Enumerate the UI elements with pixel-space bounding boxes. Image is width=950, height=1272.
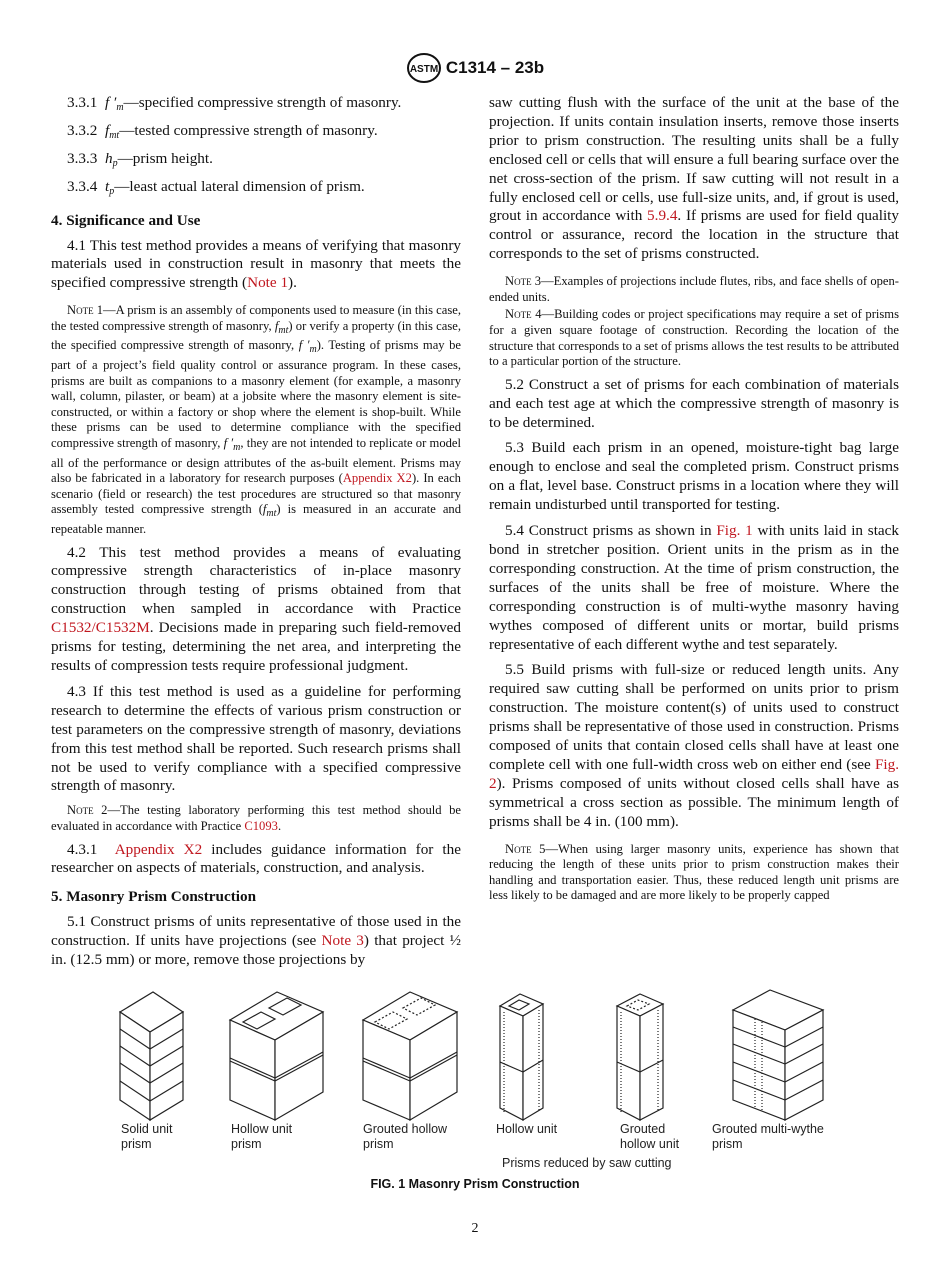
right-column bbox=[489, 94, 899, 910]
section-5-9-4-link[interactable]: 5.9.4 bbox=[647, 207, 678, 225]
paragraph-4-3-1: 4.3.1 Appendix X2 includes guidance information for the researcher on aspects of materials, construction, and analysis. bbox=[51, 840, 461, 877]
definition-3-3-4: 3.3.4 $t_p—least$ actual lateral dimension of prism. bbox=[67, 177, 365, 197]
fig-2-link[interactable]: Fig. 2 bbox=[489, 755, 899, 792]
grouted-multi-wythe-prism-drawing bbox=[733, 990, 823, 1120]
solid-unit-prism-drawing bbox=[120, 992, 183, 1120]
label-grouted-hollow-prism: Grouted hollow prism bbox=[363, 1122, 448, 1151]
note-1: Note 1—A prism is an assembly of components used to measure (in this case, the tested compressive strength of masonry, $f_{mt}$) or verify a property (in this case, the specified compressive strength of masonry, f $'_m$). Testing of prisms may be part of a project’s field quality control or assurance program. In these cases, prisms are built as companions to a masonry element (for example, a masonry wall, column, pilaster, or beam) at a jobsite where the masonry element is site-constructed, or within a factory or shop where the element is shop-built. While these prisms can be used to determine compliance with the specified compressive strength of masonry, f $'_m$, they are not intended to replicate or model all of the performance or design attributes of the as-built element. Prisms may also be fabricated in a laboratory for research purposes (Appendix X2). In each scenario (field or research) the test procedures are structured so that masonry assembly tested compressive strength $(f_{mt})$ is measured in an accurate and repeatable manner. bbox=[51, 303, 461, 536]
note-5: Note 5—When using larger masonry units, experience has shown that reducing the length of these units prior to prism construction makes their handling and transportation easier. Thus, these reduced length unit prisms are less likely to be damaged and are more likely to be properly capped bbox=[489, 841, 899, 903]
fig-1-link[interactable]: Fig. 1 bbox=[716, 522, 753, 540]
paragraph-4-1: 4.1 This test method provides a means of verifying that masonry materials used in construction result in masonry that meets the specified compressive strength (Note 1). bbox=[51, 236, 461, 292]
note-4: Note 4—Building codes or project specifications may require a set of prisms for a given square footage of construction. Recording the location of the structure that corresponds to a set of prisms allows the test results to be attributed to a particular portion of the structure. bbox=[489, 307, 899, 369]
label-hollow-unit-prism: Hollow unit prism bbox=[231, 1122, 293, 1151]
astm-logo-text: ASTM bbox=[409, 64, 439, 75]
section-5-heading: 5. Masonry Prism Construction bbox=[51, 888, 257, 906]
grouted-hollow-prism-drawing bbox=[363, 992, 457, 1120]
paragraph-5-4: 5.4 Construct prisms as shown in Fig. 1 with units laid in stack bond in stretcher position. Orient units in the prism as in the corresponding construction. At the time of prism construction, the surfaces of the units shall be free of moisture. Where the corresponding construction is of multi-wythe masonry having wythes composed of different units or mortar, build prisms representative of each different wythe and test separately. bbox=[489, 522, 899, 653]
page-header bbox=[0, 52, 950, 84]
astm-logo-icon bbox=[406, 52, 442, 84]
appendix-x2-link[interactable]: Appendix X2 bbox=[342, 471, 412, 486]
c1532-link[interactable]: C1532/C1532M bbox=[51, 619, 150, 637]
paragraph-5-5: 5.5 Build prisms with full-size or reduced length units. Any required saw cutting shall be performed on units prior to prism construction. The moisture content(s) of units used to construct prisms shall be representative of those used in construction. Prisms composed of units that contain closed cells shall have at least one complete cell with one full-width cross web on either end (see Fig. 2). Prisms composed of units without closed cells shall have as symmetrical a cross section as possible. The minimum length of prisms shall be 4 in. (100 mm). bbox=[489, 661, 899, 830]
note-1-link[interactable]: Note 1 bbox=[247, 274, 289, 292]
note-2: Note 2—The testing laboratory performing this test method should be evaluated in accordance with Practice C1093. bbox=[51, 803, 461, 833]
prism-drawings bbox=[105, 982, 845, 1122]
figure-1 bbox=[105, 982, 845, 1170]
c1093-link[interactable]: C1093 bbox=[244, 818, 278, 833]
paragraph-5-2: 5.2 Construct a set of prisms for each combination of materials and each test age at which the compressive strength of masonry is to be determined. bbox=[489, 375, 899, 431]
note-3-link[interactable]: Note 3 bbox=[321, 932, 364, 950]
definition-3-3-1: 3.3.1 f $'_m—specified$ compressive strength of masonry. bbox=[67, 94, 402, 113]
document-designation: C1314 – 23b bbox=[445, 58, 545, 77]
label-solid-unit-prism: Solid unit prism bbox=[121, 1122, 173, 1151]
figure-caption: FIG. 1 Masonry Prism Construction bbox=[370, 1177, 580, 1191]
label-grouted-multi-wythe-prism: Grouted multi-wythe prism bbox=[712, 1122, 824, 1151]
section-4-heading: 4. Significance and Use bbox=[51, 211, 201, 229]
paragraph-5-1-continued: saw cutting flush with the surface of the unit at the base of the projection. If units contain insulation inserts, remove those inserts prior to prism construction. The resulting units shall be a fully enclosed cell or cells that will ensure a full bearing surface over the net cross-section of the prism. If saw cutting will not result in a fully enclosed cell or cells, use full-size units, and, if grout is used, grout in accordance with 5.9.4. If prisms are used for field quality control or assurance, record the location in the structure that corresponds to the set of prisms constructed. bbox=[489, 94, 899, 263]
note-3: Note 3—Examples of projections include flutes, ribs, and face shells of open-ended units. bbox=[489, 274, 899, 304]
hollow-unit-prism-drawing bbox=[230, 992, 323, 1120]
paragraph-4-2: 4.2 This test method provides a means of evaluating compressive strength characteristics of in-place masonry construction through testing of prisms obtained from that construction when sampled in accordance with Practice C1532/C1532M. Decisions made in preparing such field-removed prisms for testing, determining the net area, and interpreting the results of compression tests require professional judgment. bbox=[51, 543, 461, 674]
paragraph-4-3: 4.3 If this test method is used as a guideline for performing research to determine the effects of various prism construction or test parameters on the compressive strength of masonry, deviations from this test method shall be reported. Such research prisms shall not be used to verify compliance with a specified compressive strength of masonry. bbox=[51, 682, 461, 795]
label-grouted-hollow-unit-reduced: Grouted hollow unit bbox=[620, 1122, 680, 1151]
left-column bbox=[51, 94, 461, 977]
label-hollow-unit-reduced: Hollow unit bbox=[496, 1122, 558, 1136]
definition-3-3-3: 3.3.3 $h_p—prism$ height. bbox=[67, 149, 213, 169]
appendix-x2-link[interactable]: Appendix X2 bbox=[114, 840, 203, 858]
label-prisms-reduced: Prisms reduced by saw cutting bbox=[502, 1156, 672, 1170]
page-number: 2 bbox=[471, 1221, 479, 1236]
hollow-unit-reduced-drawing bbox=[500, 994, 543, 1120]
definition-3-3-2: 3.3.2 $f_{mt}—tested$ compressive strength of masonry. bbox=[67, 121, 378, 141]
paragraph-5-1: 5.1 Construct prisms of units representative of those used in the construction. If units have projections (see Note 3) that project ½ in. (12.5 mm) or more, remove those projections by bbox=[51, 913, 461, 969]
paragraph-5-3: 5.3 Build each prism in an opened, moisture-tight bag large enough to enclose and seal the completed prism. Construct prisms on a flat, level base. Construct prisms in a location where they will remain undisturbed until transported for testing. bbox=[489, 439, 899, 514]
grouted-hollow-unit-reduced-drawing bbox=[617, 994, 663, 1120]
